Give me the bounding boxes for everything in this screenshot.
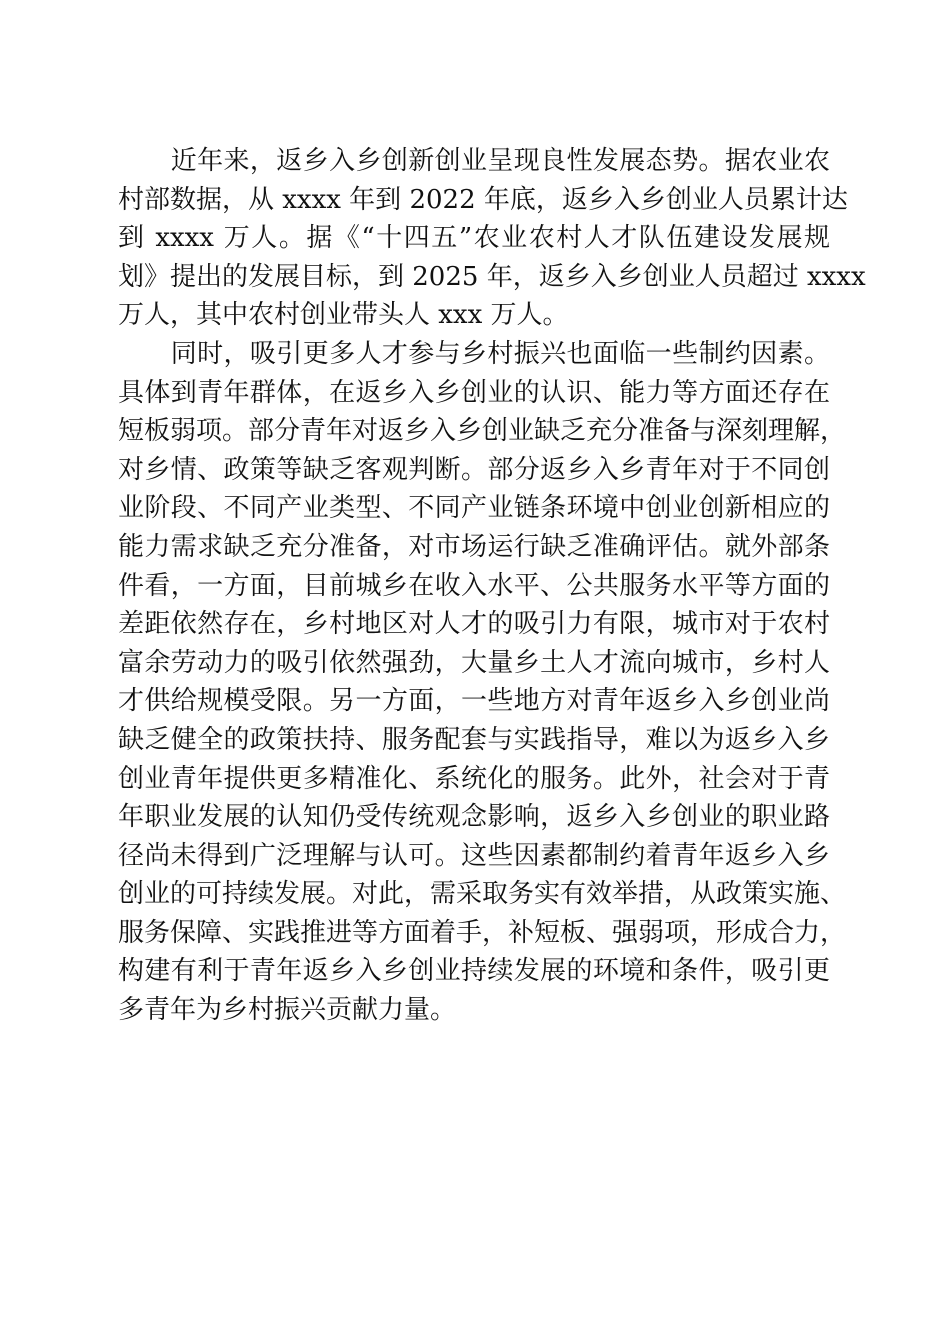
text-line: 万人，其中农村创业带头人 xxx 万人。 [118,300,569,331]
text-line: 对乡情、政策等缺乏客观判断。部分返乡入乡青年对于不同创 [118,454,830,485]
text-line: 同时，吸引更多人才参与乡村振兴也面临一些制约因素。 [118,338,830,369]
text-line: 缺乏健全的政策扶持、服务配套与实践指导，难以为返乡入乡 [118,724,830,755]
text-line: 才供给规模受限。另一方面，一些地方对青年返乡入乡创业尚 [118,686,830,717]
text-line: 创业青年提供更多精准化、系统化的服务。此外，社会对于青 [118,763,830,794]
text-line: 村部数据，从 xxxx 年到 2022 年底，返乡入乡创业人员累计达 [118,184,848,215]
text-line: 构建有利于青年返乡入乡创业持续发展的环境和条件，吸引更 [118,956,830,987]
text-line: 近年来，返乡入乡创新创业呈现良性发展态势。据农业农 [118,146,830,176]
paragraph-2 [118,335,847,1030]
paragraph-1 [118,142,866,335]
text-line: 服务保障、实践推进等方面着手，补短板、强弱项，形成合力， [118,917,847,948]
text-line: 短板弱项。部分青年对返乡入乡创业缺乏充分准备与深刻理解， [118,416,847,447]
text-line: 富余劳动力的吸引依然强劲，大量乡土人才流向城市，乡村人 [118,647,830,678]
text-line: 创业的可持续发展。对此，需采取务实有效举措，从政策实施、 [118,879,847,910]
text-line: 差距依然存在，乡村地区对人才的吸引力有限，城市对于农村 [118,609,830,640]
text-line: 件看，一方面，目前城乡在收入水平、公共服务水平等方面的 [118,570,830,601]
text-line: 多青年为乡村振兴贡献力量。 [118,995,457,1026]
text-line: 具体到青年群体，在返乡入乡创业的认识、能力等方面还存在 [118,377,830,408]
text-line: 年职业发展的认知仍受传统观念影响，返乡入乡创业的职业路 [118,802,830,833]
document-body [118,142,866,1030]
text-line: 业阶段、不同产业类型、不同产业链条环境中创业创新相应的 [118,493,830,524]
text-line: 划》提出的发展目标，到 2025 年，返乡入乡创业人员超过 xxxx [118,261,866,292]
text-line: 径尚未得到广泛理解与认可。这些因素都制约着青年返乡入乡 [118,840,830,871]
text-line: 能力需求缺乏充分准备，对市场运行缺乏准确评估。就外部条 [118,531,830,562]
text-line: 到 xxxx 万人。据《“十四五”农业农村人才队伍建设发展规 [118,223,830,254]
